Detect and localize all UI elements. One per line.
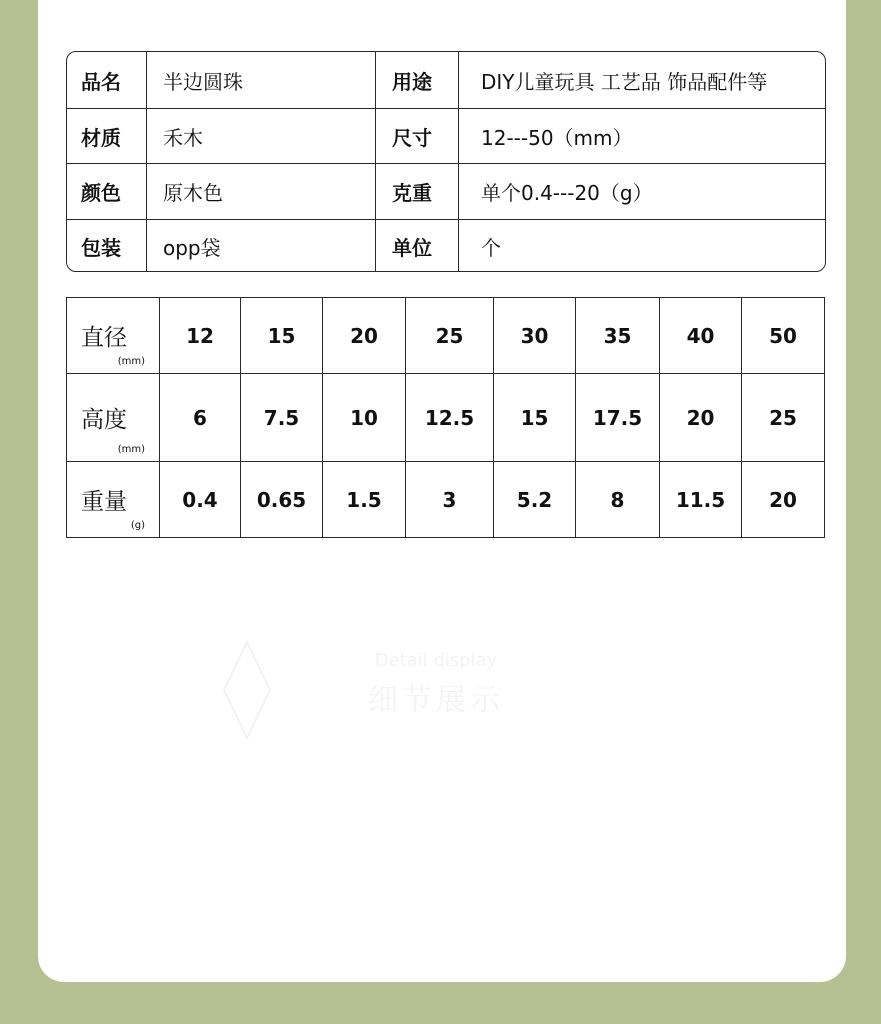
row-header <box>67 374 160 462</box>
spec-value: 12---50（mm） <box>481 125 633 150</box>
spec-value: 原木色 <box>147 164 376 219</box>
spec-row-color <box>67 163 825 219</box>
table-cell: 35 <box>576 298 660 374</box>
spec-row-name <box>67 52 825 108</box>
row-label: 重量 <box>81 489 127 515</box>
watermark-chinese: 细节展示 <box>368 683 504 718</box>
table-cell: 30 <box>494 298 576 374</box>
table-cell: 25 <box>406 298 494 374</box>
spec-label: 品名 <box>67 52 147 108</box>
row-header <box>67 298 160 374</box>
detail-watermark <box>368 650 504 719</box>
spec-label: 包装 <box>67 220 147 272</box>
table-cell: 10 <box>323 374 406 462</box>
row-unit: (mm) <box>117 356 145 367</box>
table-cell: 25 <box>742 374 825 462</box>
spec-value: 个 <box>481 235 501 260</box>
row-unit: (g) <box>130 520 145 531</box>
spec-value: 禾木 <box>147 109 376 163</box>
spec-label: 尺寸 <box>376 109 459 163</box>
table-cell: 8 <box>576 462 660 538</box>
table-cell: 6 <box>160 374 241 462</box>
row-label: 直径 <box>81 325 127 351</box>
table-cell: 3 <box>406 462 494 538</box>
spec-label: 颜色 <box>67 164 147 219</box>
table-cell: 0.65 <box>241 462 323 538</box>
row-header <box>67 462 160 538</box>
table-cell: 20 <box>323 298 406 374</box>
table-cell: 12 <box>160 298 241 374</box>
spec-value: opp袋 <box>147 220 376 272</box>
row-label: 高度 <box>81 407 127 433</box>
spec-value: DIY儿童玩具 工艺品 饰品配件等 <box>481 69 768 94</box>
spec-label: 用途 <box>376 52 459 108</box>
spec-value: 半边圆珠 <box>147 52 376 108</box>
spec-label: 克重 <box>376 164 459 219</box>
height-row <box>67 374 825 462</box>
spec-row-material <box>67 108 825 163</box>
spec-table <box>66 51 826 272</box>
table-cell: 1.5 <box>323 462 406 538</box>
table-cell: 11.5 <box>660 462 742 538</box>
diameter-row <box>67 298 825 374</box>
table-cell: 20 <box>660 374 742 462</box>
spec-label: 材质 <box>67 109 147 163</box>
decorative-diamond-icon <box>222 640 272 740</box>
table-cell: 0.4 <box>160 462 241 538</box>
table-cell: 20 <box>742 462 825 538</box>
table-cell: 15 <box>241 298 323 374</box>
weight-row <box>67 462 825 538</box>
table-cell: 12.5 <box>406 374 494 462</box>
spec-label: 单位 <box>376 220 459 272</box>
table-cell: 40 <box>660 298 742 374</box>
spec-value: 单个0.4---20（g） <box>481 181 653 205</box>
table-cell: 7.5 <box>241 374 323 462</box>
size-table <box>66 297 825 538</box>
table-cell: 5.2 <box>494 462 576 538</box>
watermark-english: Detail display <box>374 650 498 671</box>
table-cell: 17.5 <box>576 374 660 462</box>
row-unit: (mm) <box>117 444 145 455</box>
table-cell: 15 <box>494 374 576 462</box>
table-cell: 50 <box>742 298 825 374</box>
spec-row-package <box>67 219 825 272</box>
